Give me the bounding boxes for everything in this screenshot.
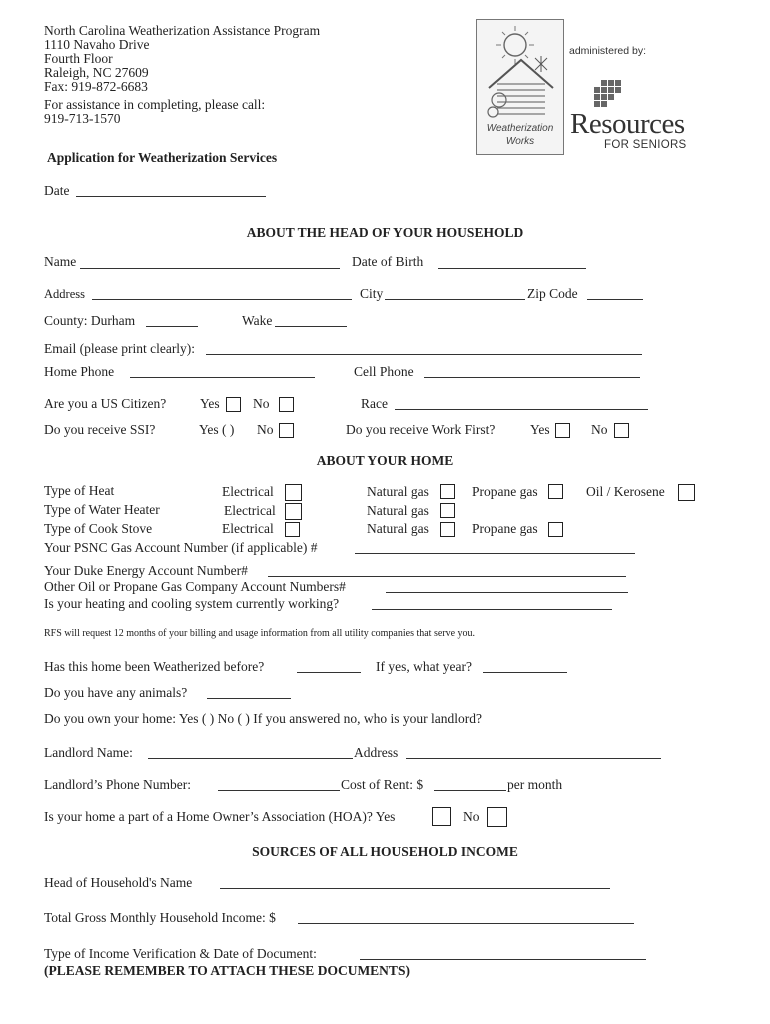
- home-phone-label: Home Phone: [44, 364, 115, 379]
- water-heater-type-label: Type of Water Heater: [44, 502, 160, 517]
- race-label: Race: [361, 396, 388, 411]
- race-field[interactable]: [395, 409, 648, 410]
- rfs-billing-note: RFS will request 12 months of your billing and usage information from all utility companies that serve you.: [44, 628, 476, 639]
- section-household-income: SOURCES OF ALL HOUSEHOLD INCOME: [252, 844, 518, 859]
- for-seniors-logo-text: FOR SENIORS: [604, 139, 687, 151]
- rent-cost-label: Cost of Rent: $: [341, 777, 424, 792]
- county-durham-field[interactable]: [146, 326, 198, 327]
- street-address: 1110 Navaho Drive: [44, 37, 150, 52]
- fax-number: Fax: 919-872-6683: [44, 79, 148, 94]
- resources-logo-text: Resources: [570, 108, 685, 140]
- city-label: City: [360, 286, 384, 301]
- weatherized-year-field[interactable]: [483, 672, 567, 673]
- dob-label: Date of Birth: [352, 254, 424, 269]
- cook-natural-gas-checkbox[interactable]: [440, 522, 455, 537]
- work-first-no-label: No: [591, 422, 608, 437]
- heating-working-field[interactable]: [372, 609, 612, 610]
- heat-oil-kerosene-label: Oil / Kerosene: [586, 484, 665, 499]
- administered-by-label: administered by:: [569, 45, 647, 57]
- cook-propane-checkbox[interactable]: [548, 522, 563, 537]
- cook-electrical-checkbox[interactable]: [285, 522, 300, 537]
- landlord-name-label: Landlord Name:: [44, 745, 133, 760]
- cook-stove-type-label: Type of Cook Stove: [44, 521, 153, 536]
- hoa-no-checkbox[interactable]: [487, 807, 507, 827]
- logo-caption-weatherization: Weatherization: [486, 123, 554, 134]
- water-electrical-label: Electrical: [224, 503, 276, 518]
- program-name: North Carolina Weatherization Assistance Program: [44, 23, 321, 38]
- work-first-yes-label: Yes: [530, 422, 550, 437]
- heat-electrical-label: Electrical: [222, 484, 274, 499]
- cell-phone-label: Cell Phone: [354, 364, 414, 379]
- citizen-no-checkbox[interactable]: [279, 397, 294, 412]
- psnc-account-label: Your PSNC Gas Account Number (if applicable) #: [44, 540, 318, 555]
- email-field[interactable]: [206, 354, 642, 355]
- heat-oil-kerosene-checkbox[interactable]: [678, 484, 695, 501]
- citizen-yes-label: Yes: [200, 396, 220, 411]
- heat-propane-checkbox[interactable]: [548, 484, 563, 499]
- income-verification-field[interactable]: [360, 959, 646, 960]
- water-electrical-checkbox[interactable]: [285, 503, 302, 520]
- ssi-no-checkbox[interactable]: [279, 423, 294, 438]
- date-field[interactable]: [76, 196, 266, 197]
- income-verification-label: Type of Income Verification & Date of Document:: [44, 946, 317, 961]
- work-first-label: Do you receive Work First?: [346, 422, 496, 437]
- duke-account-field[interactable]: [268, 576, 626, 577]
- ssi-yes-option[interactable]: Yes ( ): [199, 422, 235, 437]
- county-durham-label: County: Durham: [44, 313, 136, 328]
- county-wake-label: Wake: [242, 313, 273, 328]
- hoa-yes-checkbox[interactable]: [432, 807, 451, 826]
- gross-income-label: Total Gross Monthly Household Income: $: [44, 910, 276, 925]
- weatherized-before-label: Has this home been Weatherized before?: [44, 659, 265, 674]
- own-home-question: Do you own your home: Yes ( ) No ( ) If you answered no, who is your landlord?: [44, 711, 482, 726]
- heat-natural-gas-label: Natural gas: [367, 484, 429, 499]
- psnc-account-field[interactable]: [355, 553, 635, 554]
- address-field[interactable]: [92, 299, 352, 300]
- logo-caption-works: Works: [505, 136, 535, 147]
- date-label: Date: [44, 183, 70, 198]
- email-label: Email (please print clearly):: [44, 341, 196, 356]
- assistance-text: For assistance in completing, please call:: [44, 97, 266, 112]
- section-about-your-home: ABOUT YOUR HOME: [316, 453, 454, 468]
- name-label: Name: [44, 254, 77, 269]
- heat-natural-gas-checkbox[interactable]: [440, 484, 455, 499]
- work-first-no-checkbox[interactable]: [614, 423, 629, 438]
- ssi-no-label: No: [257, 422, 274, 437]
- county-wake-field[interactable]: [275, 326, 347, 327]
- water-natural-gas-checkbox[interactable]: [440, 503, 455, 518]
- city-field[interactable]: [385, 299, 525, 300]
- gross-income-field[interactable]: [298, 923, 634, 924]
- heating-working-label: Is your heating and cooling system currently working?: [44, 596, 340, 611]
- floor: Fourth Floor: [44, 51, 113, 66]
- heat-propane-label: Propane gas: [472, 484, 538, 499]
- weatherized-before-field[interactable]: [297, 672, 361, 673]
- head-household-name-label: Head of Household's Name: [44, 875, 193, 890]
- landlord-name-field[interactable]: [148, 758, 353, 759]
- citizen-no-label: No: [253, 396, 270, 411]
- assistance-phone: 919-713-1570: [44, 111, 121, 126]
- landlord-phone-label: Landlord’s Phone Number:: [44, 777, 191, 792]
- form-title: Application for Weatherization Services: [47, 150, 278, 165]
- hoa-question: Is your home a part of a Home Owner’s Association (HOA)? Yes: [44, 809, 396, 824]
- resources-grid-icon: [593, 80, 625, 108]
- work-first-yes-checkbox[interactable]: [555, 423, 570, 438]
- landlord-address-field[interactable]: [406, 758, 661, 759]
- other-oil-account-field[interactable]: [386, 592, 628, 593]
- per-month-label: per month: [507, 777, 563, 792]
- home-phone-field[interactable]: [130, 377, 315, 378]
- weatherized-year-label: If yes, what year?: [376, 659, 472, 674]
- weatherization-works-logo: [476, 19, 564, 155]
- ssi-label: Do you receive SSI?: [44, 422, 156, 437]
- water-natural-gas-label: Natural gas: [367, 503, 429, 518]
- cook-electrical-label: Electrical: [222, 521, 274, 536]
- name-field[interactable]: [80, 268, 340, 269]
- hoa-no-label: No: [463, 809, 480, 824]
- landlord-phone-field[interactable]: [218, 790, 340, 791]
- head-household-name-field[interactable]: [220, 888, 610, 889]
- zip-field[interactable]: [587, 299, 643, 300]
- address-label: Address: [44, 287, 85, 301]
- duke-account-label: Your Duke Energy Account Number#: [44, 563, 248, 578]
- heat-type-label: Type of Heat: [44, 483, 115, 498]
- dob-field[interactable]: [438, 268, 586, 269]
- attach-documents-reminder: (PLEASE REMEMBER TO ATTACH THESE DOCUMENTS): [44, 963, 410, 978]
- cell-phone-field[interactable]: [424, 377, 640, 378]
- city-state-zip: Raleigh, NC 27609: [44, 65, 149, 80]
- cook-propane-label: Propane gas: [472, 521, 538, 536]
- animals-label: Do you have any animals?: [44, 685, 188, 700]
- zip-label: Zip Code: [527, 286, 578, 301]
- heat-electrical-checkbox[interactable]: [285, 484, 302, 501]
- citizen-yes-checkbox[interactable]: [226, 397, 241, 412]
- landlord-address-label: Address: [354, 745, 399, 760]
- citizen-label: Are you a US Citizen?: [44, 396, 167, 411]
- cook-natural-gas-label: Natural gas: [367, 521, 429, 536]
- section-head-of-household: ABOUT THE HEAD OF YOUR HOUSEHOLD: [246, 225, 524, 240]
- animals-field[interactable]: [207, 698, 291, 699]
- rent-cost-field[interactable]: [434, 790, 506, 791]
- other-oil-account-label: Other Oil or Propane Gas Company Account Numbers#: [44, 579, 346, 594]
